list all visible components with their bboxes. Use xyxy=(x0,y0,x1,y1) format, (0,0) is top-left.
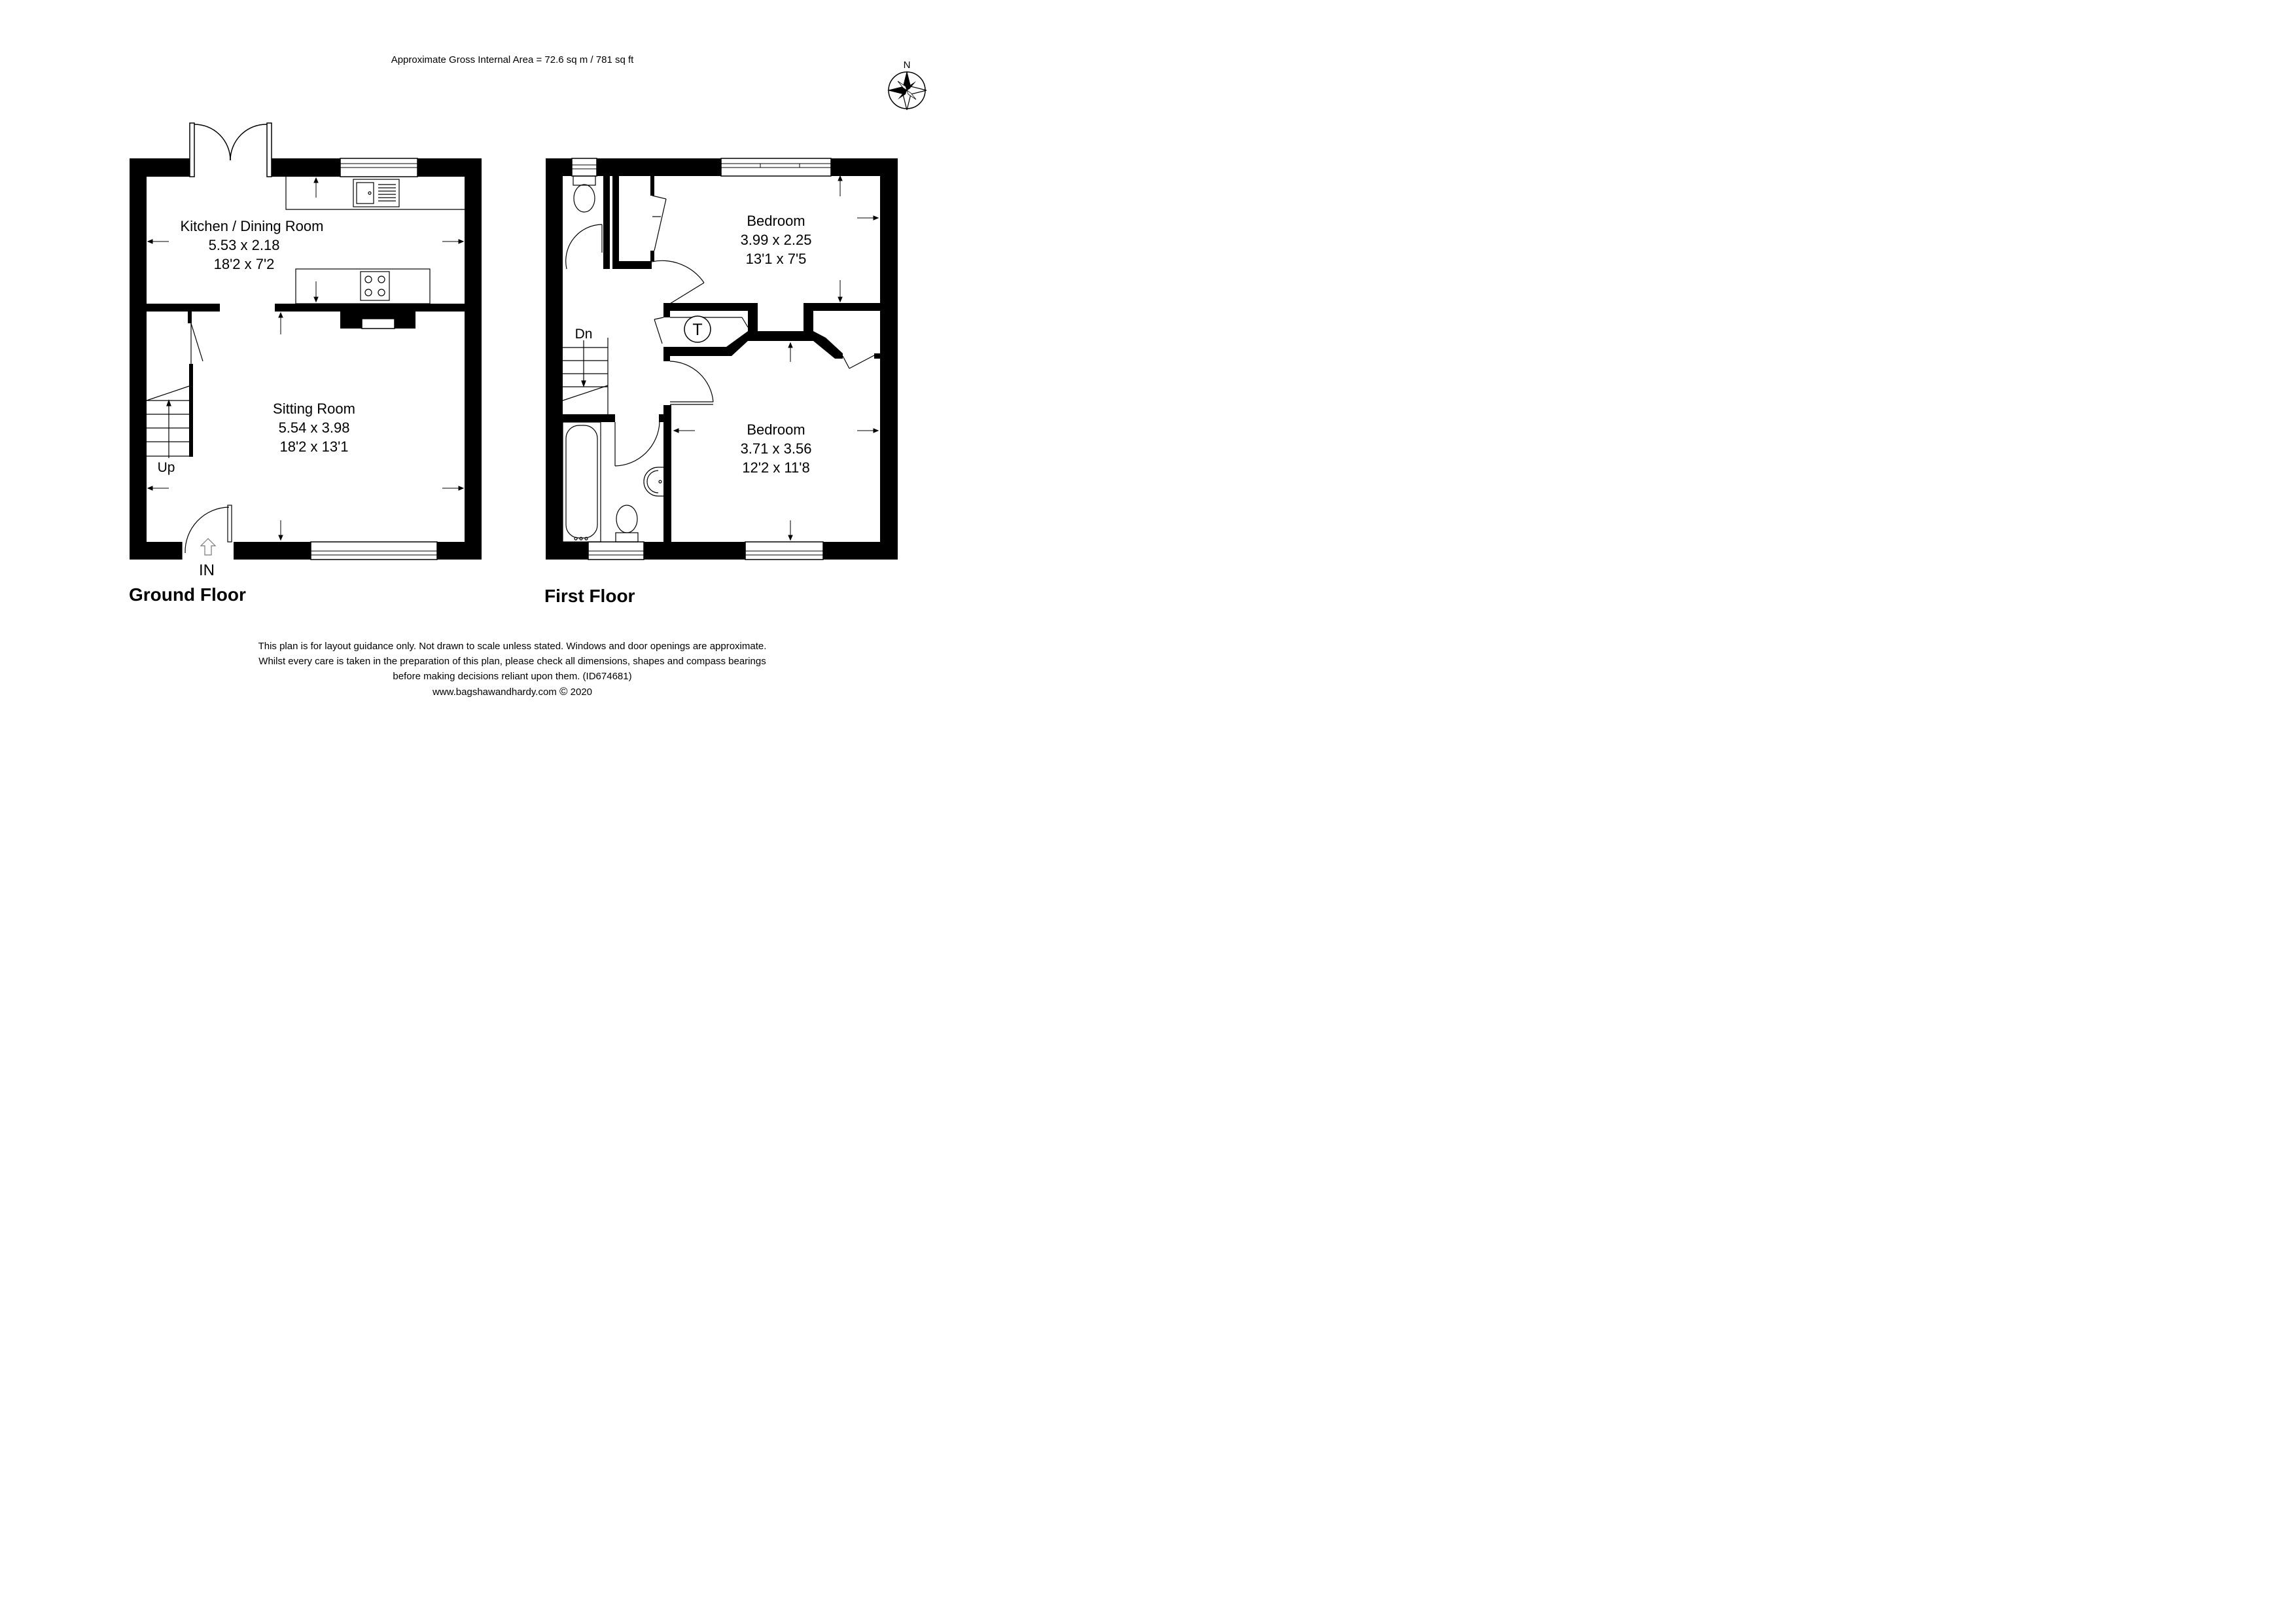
bedroom-1-label xyxy=(741,213,812,267)
disclaimer-line: Whilst every care is taken in the preparation of this plan, please check all dimensions, shapes and compass bearings xyxy=(258,656,766,667)
room-metric: 5.54 x 3.98 xyxy=(278,419,350,436)
water-tank-icon xyxy=(684,316,711,342)
room-name: Sitting Room xyxy=(273,401,355,417)
room-metric: 3.99 x 2.25 xyxy=(740,232,812,248)
wardrobe-door xyxy=(843,355,874,368)
sink-icon xyxy=(353,179,399,207)
bedroom-2-door xyxy=(670,361,713,404)
copyright-year: 2020 xyxy=(570,687,593,698)
wash-basin-icon xyxy=(644,467,663,496)
compass-rose-icon xyxy=(887,60,927,110)
disclaimer-line: before making decisions reliant upon them. (ID674681) xyxy=(393,671,632,682)
bathroom-door xyxy=(615,422,660,466)
sitting-room-window xyxy=(311,542,437,560)
cupboard-door xyxy=(652,196,666,251)
copyright-icon: © xyxy=(559,685,568,698)
bathtub-icon xyxy=(563,422,601,542)
first-floor-dimension-arrows xyxy=(674,176,878,540)
bedroom-2-label xyxy=(741,421,812,476)
first-floor-plan xyxy=(544,158,898,606)
kitchen-window xyxy=(340,158,417,177)
disclaimer-block xyxy=(258,641,767,698)
bedroom-1-door xyxy=(652,260,704,304)
tank-label: T xyxy=(692,321,703,339)
kitchen-worktop xyxy=(286,177,465,209)
stairs-down-label: Dn xyxy=(574,327,593,342)
front-door xyxy=(182,505,232,560)
wc-toilet-icon xyxy=(573,176,595,212)
wc-window xyxy=(572,158,597,176)
sitting-room-label xyxy=(273,401,355,455)
ground-floor-stairs xyxy=(147,386,189,458)
stairs-up-label: Up xyxy=(157,460,175,475)
room-metric: 5.53 x 2.18 xyxy=(208,237,280,253)
wc-door xyxy=(566,224,602,269)
hall-door xyxy=(191,323,203,364)
floor-plan-drawing xyxy=(0,0,1021,722)
entrance-arrow-icon xyxy=(201,539,215,555)
room-name: Bedroom xyxy=(747,421,805,438)
room-imperial: 12'2 x 11'8 xyxy=(742,459,810,476)
gross-area-text: Approximate Gross Internal Area = 72.6 sq m / 781 sq ft xyxy=(391,54,634,65)
website-credit xyxy=(432,685,592,698)
ground-floor-plan xyxy=(129,123,482,605)
room-metric: 3.71 x 3.56 xyxy=(740,440,812,457)
website-link[interactable]: www.bagshawandhardy.com xyxy=(432,687,557,698)
french-doors xyxy=(190,123,272,177)
room-imperial: 18'2 x 13'1 xyxy=(279,438,349,455)
first-floor-stairs xyxy=(563,338,608,414)
kitchen-dining-room-label xyxy=(181,218,324,272)
bathroom-toilet-icon xyxy=(616,505,638,542)
room-name: Kitchen / Dining Room xyxy=(180,218,324,234)
disclaimer-line: This plan is for layout guidance only. Not drawn to scale unless stated. Windows and door openings are approximate. xyxy=(258,641,767,652)
compass-north-label: N xyxy=(903,60,911,71)
room-imperial: 13'1 x 7'5 xyxy=(745,251,807,267)
ground-floor-title: Ground Floor xyxy=(129,584,246,605)
first-floor-walls xyxy=(546,158,898,560)
first-floor-title: First Floor xyxy=(544,586,635,606)
entrance-label: IN xyxy=(199,562,215,579)
room-imperial: 18'2 x 7'2 xyxy=(213,256,275,272)
room-name: Bedroom xyxy=(747,213,805,229)
